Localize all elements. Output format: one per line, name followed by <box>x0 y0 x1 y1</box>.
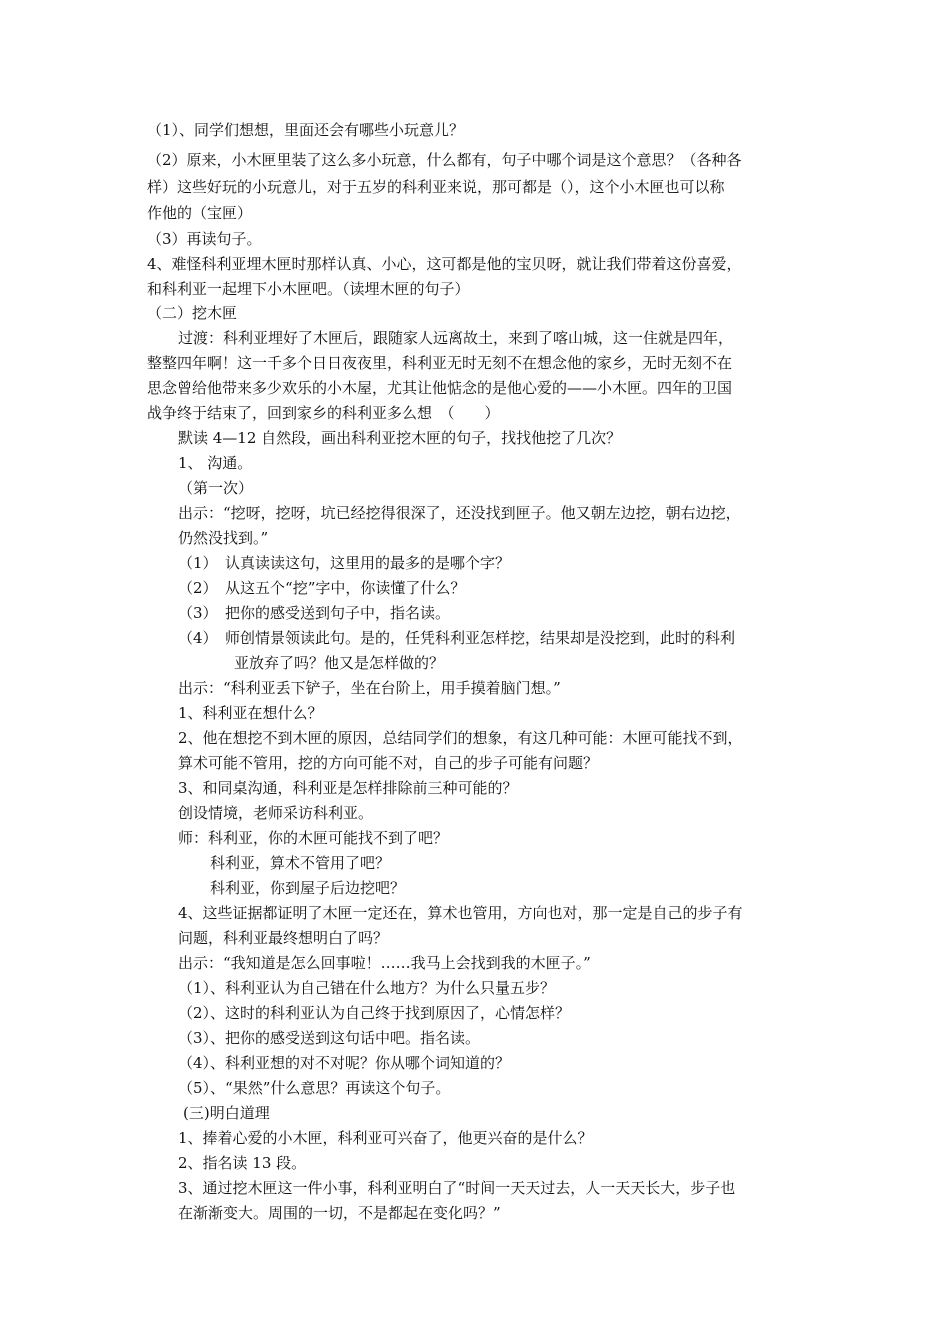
text-line: （2） 从这五个“挖”字中，你读懂了什么？ <box>178 579 466 597</box>
text-line: 出示：“挖呀，挖呀，坑已经挖得很深了，还没找到匣子。他又朝左边挖，朝右边挖， <box>178 504 741 522</box>
text-line: （3） 把你的感受送到句子中，指名读。 <box>178 604 451 622</box>
section-heading: （二）挖木匣 <box>147 304 238 322</box>
text-line: （4） 师创情景领读此句。是的，任凭科利亚怎样挖，结果却是没挖到，此时的科利 <box>178 629 736 647</box>
text-line: （5）、“果然”什么意思？再读这个句子。 <box>178 1079 451 1097</box>
text-line: 默读 4—12 自然段，画出科利亚挖木匣的句子，找找他挖了几次？ <box>178 429 622 447</box>
text-line: 算术可能不管用，挖的方向可能不对，自己的步子可能有问题？ <box>178 754 599 772</box>
section-heading: (三)明白道理 <box>183 1104 270 1122</box>
text-line: 战争终于结束了，回到家乡的科利亚多么想 （ ） <box>147 404 500 422</box>
text-line: 1、科利亚在想什么？ <box>178 704 323 722</box>
text-line: 思念曾给他带来多少欢乐的小木屋，尤其让他惦念的是他心爱的——小木匣。四年的卫国 <box>147 379 733 397</box>
text-line: 1、捧着心爱的小木匣，科利亚可兴奋了，他更兴奋的是什么？ <box>178 1129 593 1147</box>
text-line: （1） 认真读读这句，这里用的最多的是哪个字？ <box>178 554 511 572</box>
text-line: 师：科利亚，你的木匣可能找不到了吧？ <box>178 829 449 847</box>
text-line: 问题，科利亚最终想明白了吗？ <box>178 929 389 947</box>
text-line: （1）、同学们想想，里面还会有哪些小玩意儿？ <box>147 121 465 139</box>
text-line: （4）、科利亚想的对不对呢？你从哪个词知道的？ <box>178 1054 511 1072</box>
text-line: （1）、科利亚认为自己错在什么地方？为什么只量五步？ <box>178 979 556 997</box>
text-line: 在渐渐变大。周围的一切，不是都起在变化吗？” <box>178 1204 501 1222</box>
text-line: 2、他在想挖不到木匣的原因，总结同学们的想象，有这几种可能：木匣可能找不到， <box>178 729 743 747</box>
text-line: （2）、这时的科利亚认为自己终于找到原因了，心情怎样？ <box>178 1004 571 1022</box>
text-line: 科利亚，算术不管用了吧？ <box>210 854 391 872</box>
text-line: 4、这些证据都证明了木匣一定还在，算术也管用，方向也对，那一定是自己的步子有 <box>178 904 743 922</box>
text-line: 1、 沟通。 <box>178 454 253 472</box>
text-line: 出示：“科利亚丢下铲子，坐在台阶上，用手摸着脑门想。” <box>178 679 561 697</box>
text-line: 科利亚，你到屋子后边挖吧？ <box>210 879 406 897</box>
text-line: 3、和同桌沟通，科利亚是怎样排除前三种可能的？ <box>178 779 518 797</box>
text-line: （2）原来，小木匣里装了这么多小玩意，什么都有，句子中哪个词是这个意思？（各种各 <box>147 151 742 169</box>
text-line: 整整四年啊！这一千多个日日夜夜里，科利亚无时无刻不在想念他的家乡，无时无刻不在 <box>147 354 733 372</box>
text-line: 出示：“我知道是怎么回事啦！……我马上会找到我的木匣子。” <box>178 954 591 972</box>
text-line: 2、指名读 13 段。 <box>178 1154 307 1172</box>
text-line: 3、通过挖木匣这一件小事，科利亚明白了“时间一天天过去，人一天天长大，步子也 <box>178 1179 736 1197</box>
text-line: （第一次） <box>178 479 254 497</box>
text-line: 过渡：科利亚埋好了木匣后，跟随家人远离故土，来到了喀山城，这一住就是四年， <box>178 329 734 347</box>
text-line: 作他的（宝匣） <box>147 204 253 222</box>
text-line: （3）、把你的感受送到这句话中吧。指名读。 <box>178 1029 481 1047</box>
text-line: 创设情境，老师采访科利亚。 <box>178 804 374 822</box>
text-line: 亚放弃了吗？他又是怎样做的？ <box>234 654 445 672</box>
text-line: 样）这些好玩的小玩意儿，对于五岁的科利亚来说，那可都是（），这个小木匣也可以称 <box>147 178 725 196</box>
text-line: 仍然没找到。” <box>178 529 269 547</box>
text-line: 4、难怪科利亚埋木匣时那样认真、小心，这可都是他的宝贝呀，就让我们带着这份喜爱， <box>147 255 742 273</box>
text-line: 和科利亚一起埋下小木匣吧。（读埋木匣的句子） <box>147 280 470 298</box>
text-line: （3）再读句子。 <box>147 230 262 248</box>
